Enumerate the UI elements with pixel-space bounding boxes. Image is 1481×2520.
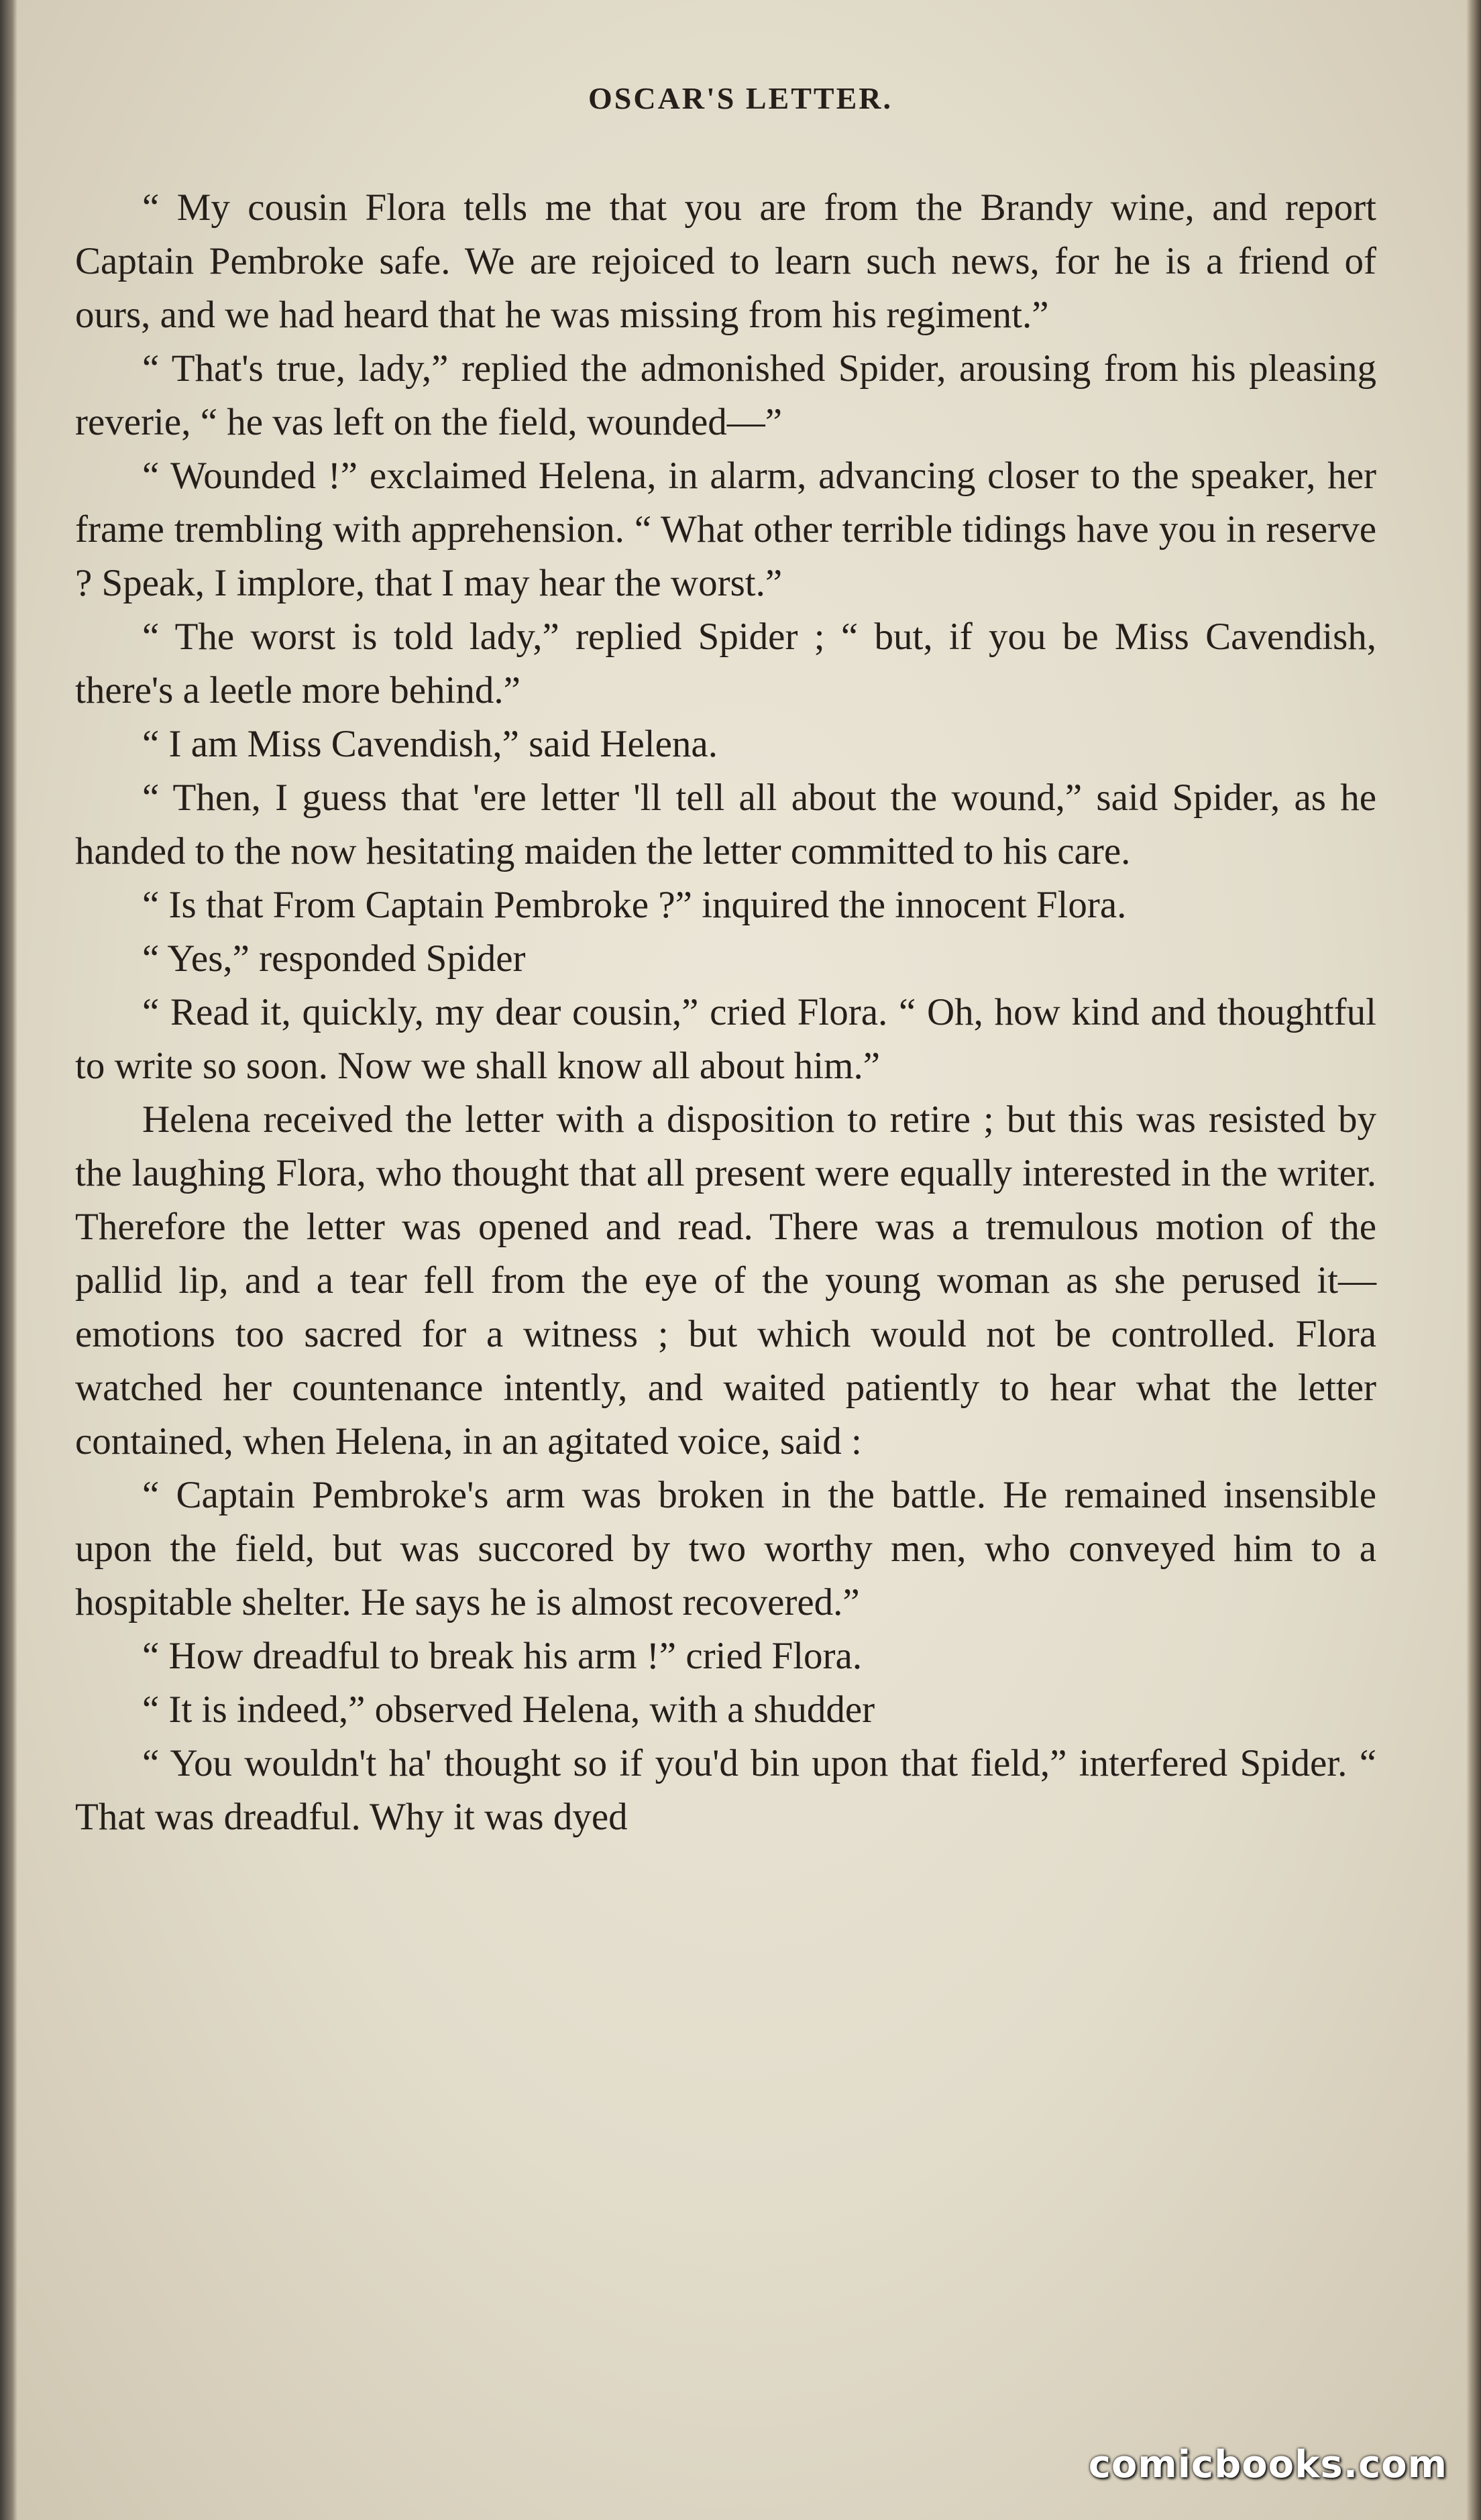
- page-edge-left: [0, 0, 17, 2520]
- paragraph: “ I am Miss Cavendish,” said Helena.: [142, 723, 718, 765]
- paragraph: “ You wouldn't ha' thought so if you'd bin upon that field,” interfered Spider. “ That was dreadful. Why it was dyed: [75, 1742, 1376, 1838]
- page-edge-right: [1466, 0, 1481, 2520]
- paragraph: “ That's true, lady,” replied the admonished Spider, arousing from his pleasing reverie, “ he vas left on the field, wounded—”: [75, 347, 1376, 443]
- paragraph: “ Yes,” responded Spider: [142, 937, 526, 980]
- paragraph: “ The worst is told lady,” replied Spider ; “ but, if you be Miss Cavendish, there's a leetle more behind.”: [75, 616, 1376, 711]
- paragraph: “ Captain Pembroke's arm was broken in the battle. He remained insensible upon the field, but was succored by two worthy men, who conveyed him to a hospitable shelter. He says he is almost recovered.”: [75, 1474, 1376, 1623]
- paragraph: “ My cousin Flora tells me that you are from the Brandy wine, and report Captain Pembroke safe. We are rejoiced to learn such news, for he is a friend of ours, and we had heard that he was missing from his regiment.”: [75, 186, 1376, 336]
- paragraph: “ It is indeed,” observed Helena, with a shudder: [142, 1688, 875, 1731]
- running-head: OSCAR'S LETTER.: [588, 81, 893, 115]
- watermark: comicbooks.com: [1088, 2443, 1447, 2486]
- paragraph: “ Read it, quickly, my dear cousin,” cried Flora. “ Oh, how kind and thoughtful to write so soon. Now we shall know all about him.”: [75, 991, 1376, 1087]
- paragraph: “ Then, I guess that 'ere letter 'll tell all about the wound,” said Spider, as he handed to the now hesitating maiden the letter committed to his care.: [75, 777, 1376, 872]
- paragraph: “ How dreadful to break his arm !” cried Flora.: [142, 1635, 863, 1677]
- paragraph: “ Is that From Captain Pembroke ?” inquired the innocent Flora.: [142, 884, 1127, 926]
- paragraph: “ Wounded !” exclaimed Helena, in alarm, advancing closer to the speaker, her frame trembling with apprehension. “ What other terrible tidings have you in reserve ? Speak, I implore, that I may hear the worst.”: [75, 455, 1376, 604]
- body-text: [75, 181, 1376, 1844]
- paragraph: Helena received the letter with a disposition to retire ; but this was resisted by the laughing Flora, who thought that all present were equally interested in the writer. Therefore the letter was opened and read. There was a tremulous motion of the pallid lip, and a tear fell from the eye of the young woman as she perused it—emotions too sacred for a witness ; but which would not be controlled. Flora watched her countenance intently, and waited patiently to hear what the letter contained, when Helena, in an agitated voice, said :: [75, 1098, 1376, 1463]
